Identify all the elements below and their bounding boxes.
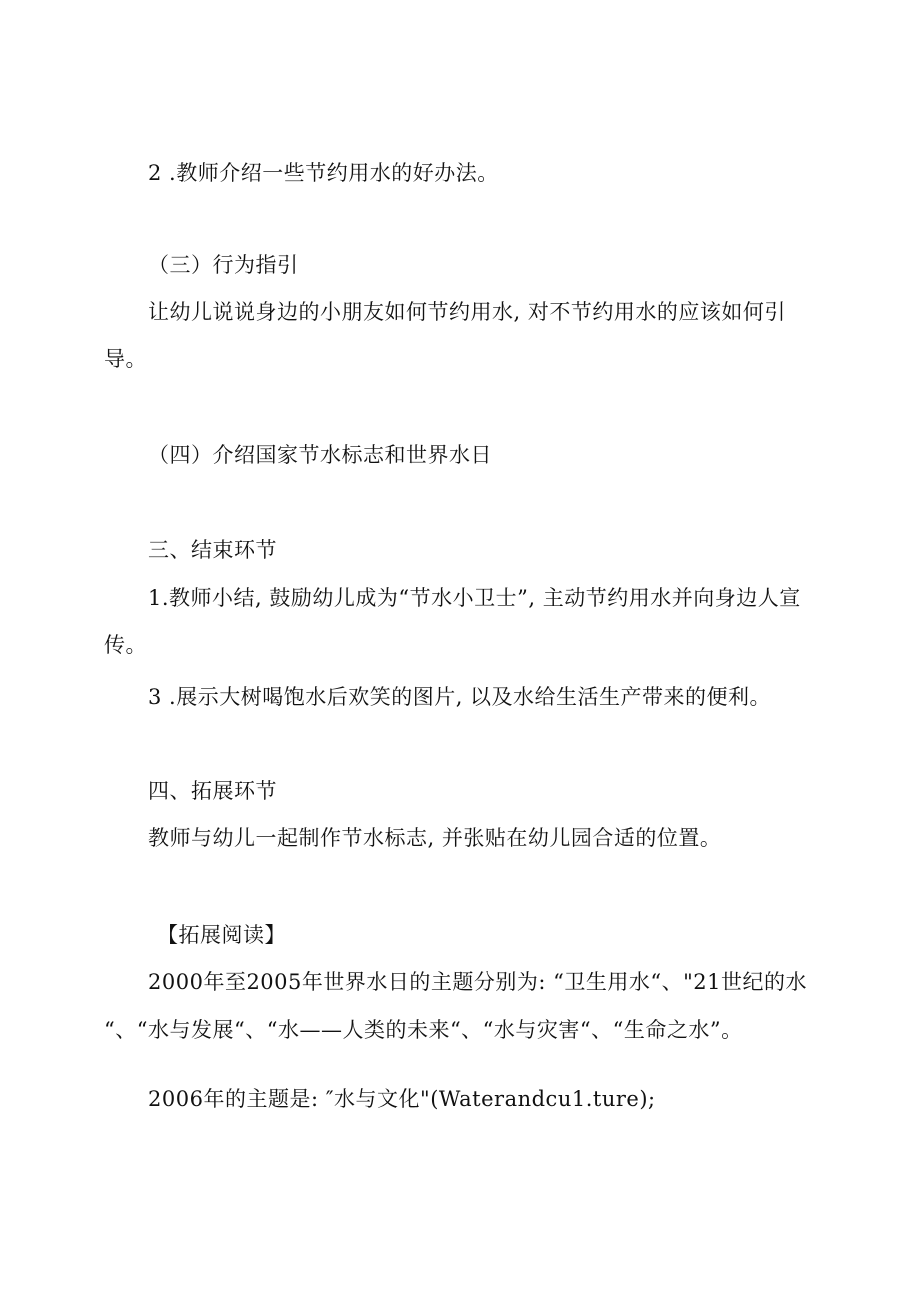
reading-paragraph-2: 2006年的主题是: ″水与文化"(Waterandcu1.ture);	[148, 1087, 656, 1111]
section-3-body-line-1: 让幼儿说说身边的小朋友如何节约用水, 对不节约用水的应该如何引	[148, 300, 786, 324]
section-3-body-line-2: 导。	[104, 347, 147, 371]
part-3-item-3: 3 .展示大树喝饱水后欢笑的图片, 以及水给生活生产带来的便利。	[148, 685, 772, 709]
part-3-item-1-line-2: 传。	[104, 633, 147, 657]
step-2-text: 2 .教师介绍一些节约用水的好办法。	[148, 161, 499, 185]
reading-paragraph-1-line-1: 2000年至2005年世界水日的主题分别为: “卫生用水“、"21世纪的水	[148, 970, 807, 994]
reading-heading: 【拓展阅读】	[157, 923, 286, 947]
part-4-heading: 四、拓展环节	[148, 779, 277, 803]
reading-paragraph-1-line-2: “、“水与发展“、“水——人类的未来“、“水与灾害“、“生命之水”。	[104, 1018, 743, 1042]
part-3-item-1-line-1: 1.教师小结, 鼓励幼儿成为“节水小卫士”, 主动节约用水并向身边人宣	[148, 586, 801, 610]
section-3-heading: （三）行为指引	[148, 253, 299, 277]
section-4-heading: （四）介绍国家节水标志和世界水日	[148, 443, 492, 467]
part-3-heading: 三、结束环节	[148, 538, 277, 562]
part-4-body: 教师与幼儿一起制作节水标志, 并张贴在幼儿园合适的位置。	[148, 826, 722, 850]
